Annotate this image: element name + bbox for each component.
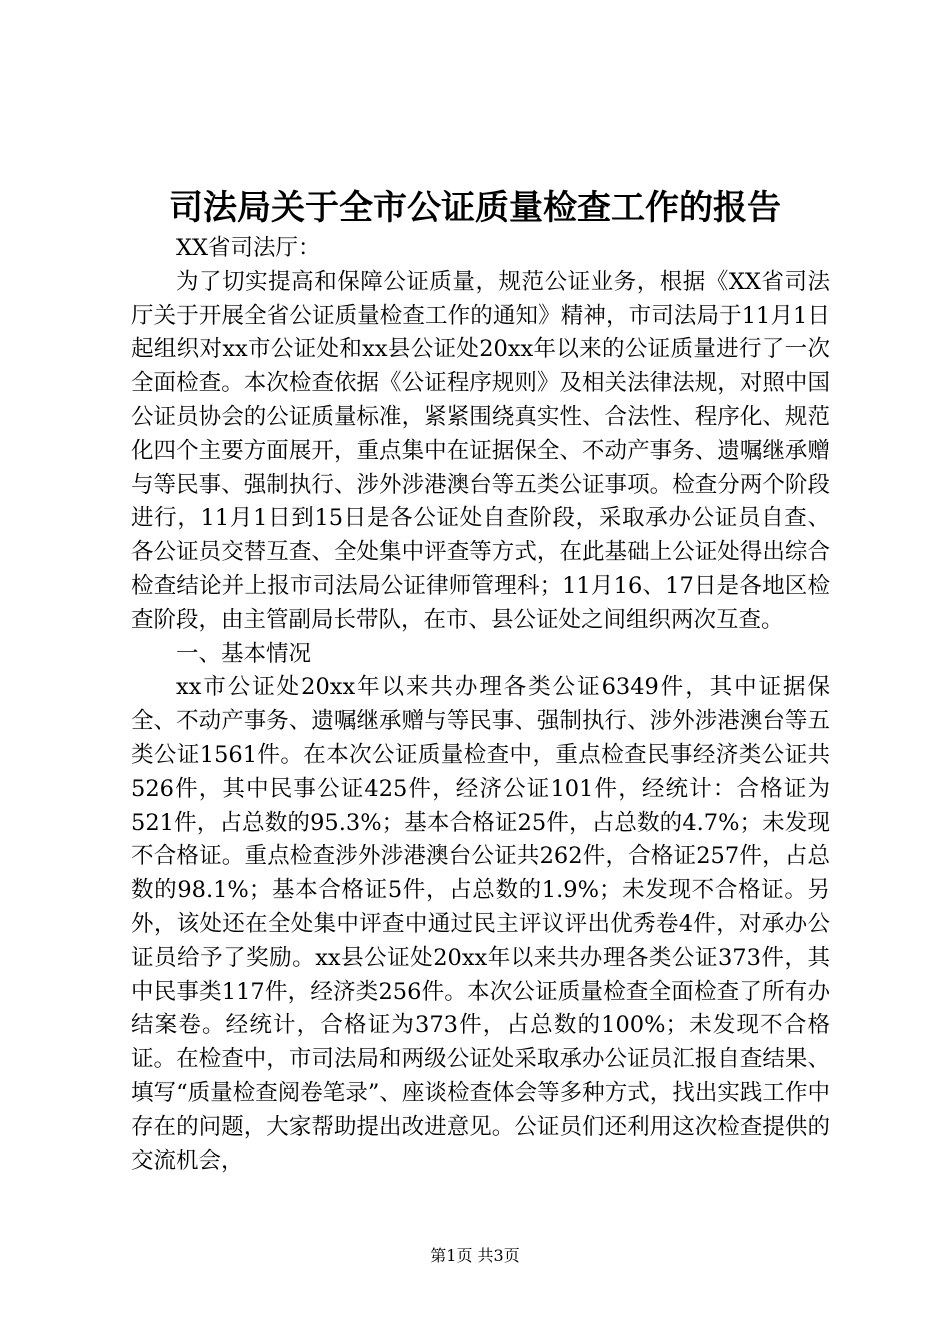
paragraph-basic-situation: xx市公证处20xx年以来共办理各类公证6349件，其中证据保全、不动产事务、遗嘱继承赠与等民事、强制执行、涉外涉港澳台等五类公证1561件。在本次公证质量检查中，重点检查民事经济类公证共526件，其中民事公证425件，经济公证101件，经统计：合格证为521件，占总数的95.3%；基本合格证25件，占总数的4.7%；未发现不合格证。重点检查涉外涉港澳台公证共262件，合格证257件，占总数的98.1%；基本合格证5件，占总数的1.9%；未发现不合格证。另外，该处还在全处集中评查中通过民主评议评出优秀卷4件，对承办公证员给予了奖励。xx县公证处20xx年以来共办理各类公证373件，其中民事类117件，经济类256件。本次公证质量检查全面检查了所有办结案卷。经统计，合格证为373件，占总数的100%；未发现不合格证。在检查中，市司法局和两级公证处采取承办公证员汇报自查结果、填写“质量检查阅卷笔录”、座谈检查体会等多种方式，找出实践工作中存在的问题，大家帮助提出改进意见。公证员们还利用这次检查提供的交流机会， [131, 674, 830, 1174]
page-footer: 第1页 共3页 [430, 1246, 520, 1265]
document-title: 司法局关于全市公证质量检查工作的报告 [169, 188, 781, 228]
section-heading-basic-situation: 一、基本情况 [176, 640, 312, 667]
paragraph-intro: 为了切实提高和保障公证质量，规范公证业务，根据《XX省司法厅关于开展全省公证质量检查工作的通知》精神，市司法局于11月1日起组织对xx市公证处和xx县公证处20xx年以来的公证质量进行了一次全面检查。本次检查依据《公证程序规则》及相关法律法规，对照中国公证员协会的公证质量标准，紧紧围绕真实性、合法性、程序化、规范化四个主要方面展开，重点集中在证据保全、不动产事务、遗嘱继承赠与等民事、强制执行、涉外涉港澳台等五类公证事项。检查分两个阶段进行，11月1日到15日是各公证处自查阶段，采取承办公证员自查、各公证员交替互查、全处集中评查等方式，在此基础上公证处得出综合检查结论并上报市司法局公证律师管理科；11月16、17日是各地区检查阶段，由主管副局长带队，在市、县公证处之间组织两次互查。 [131, 268, 830, 633]
salutation: XX省司法厅： [176, 235, 321, 261]
document-body [131, 232, 830, 1178]
